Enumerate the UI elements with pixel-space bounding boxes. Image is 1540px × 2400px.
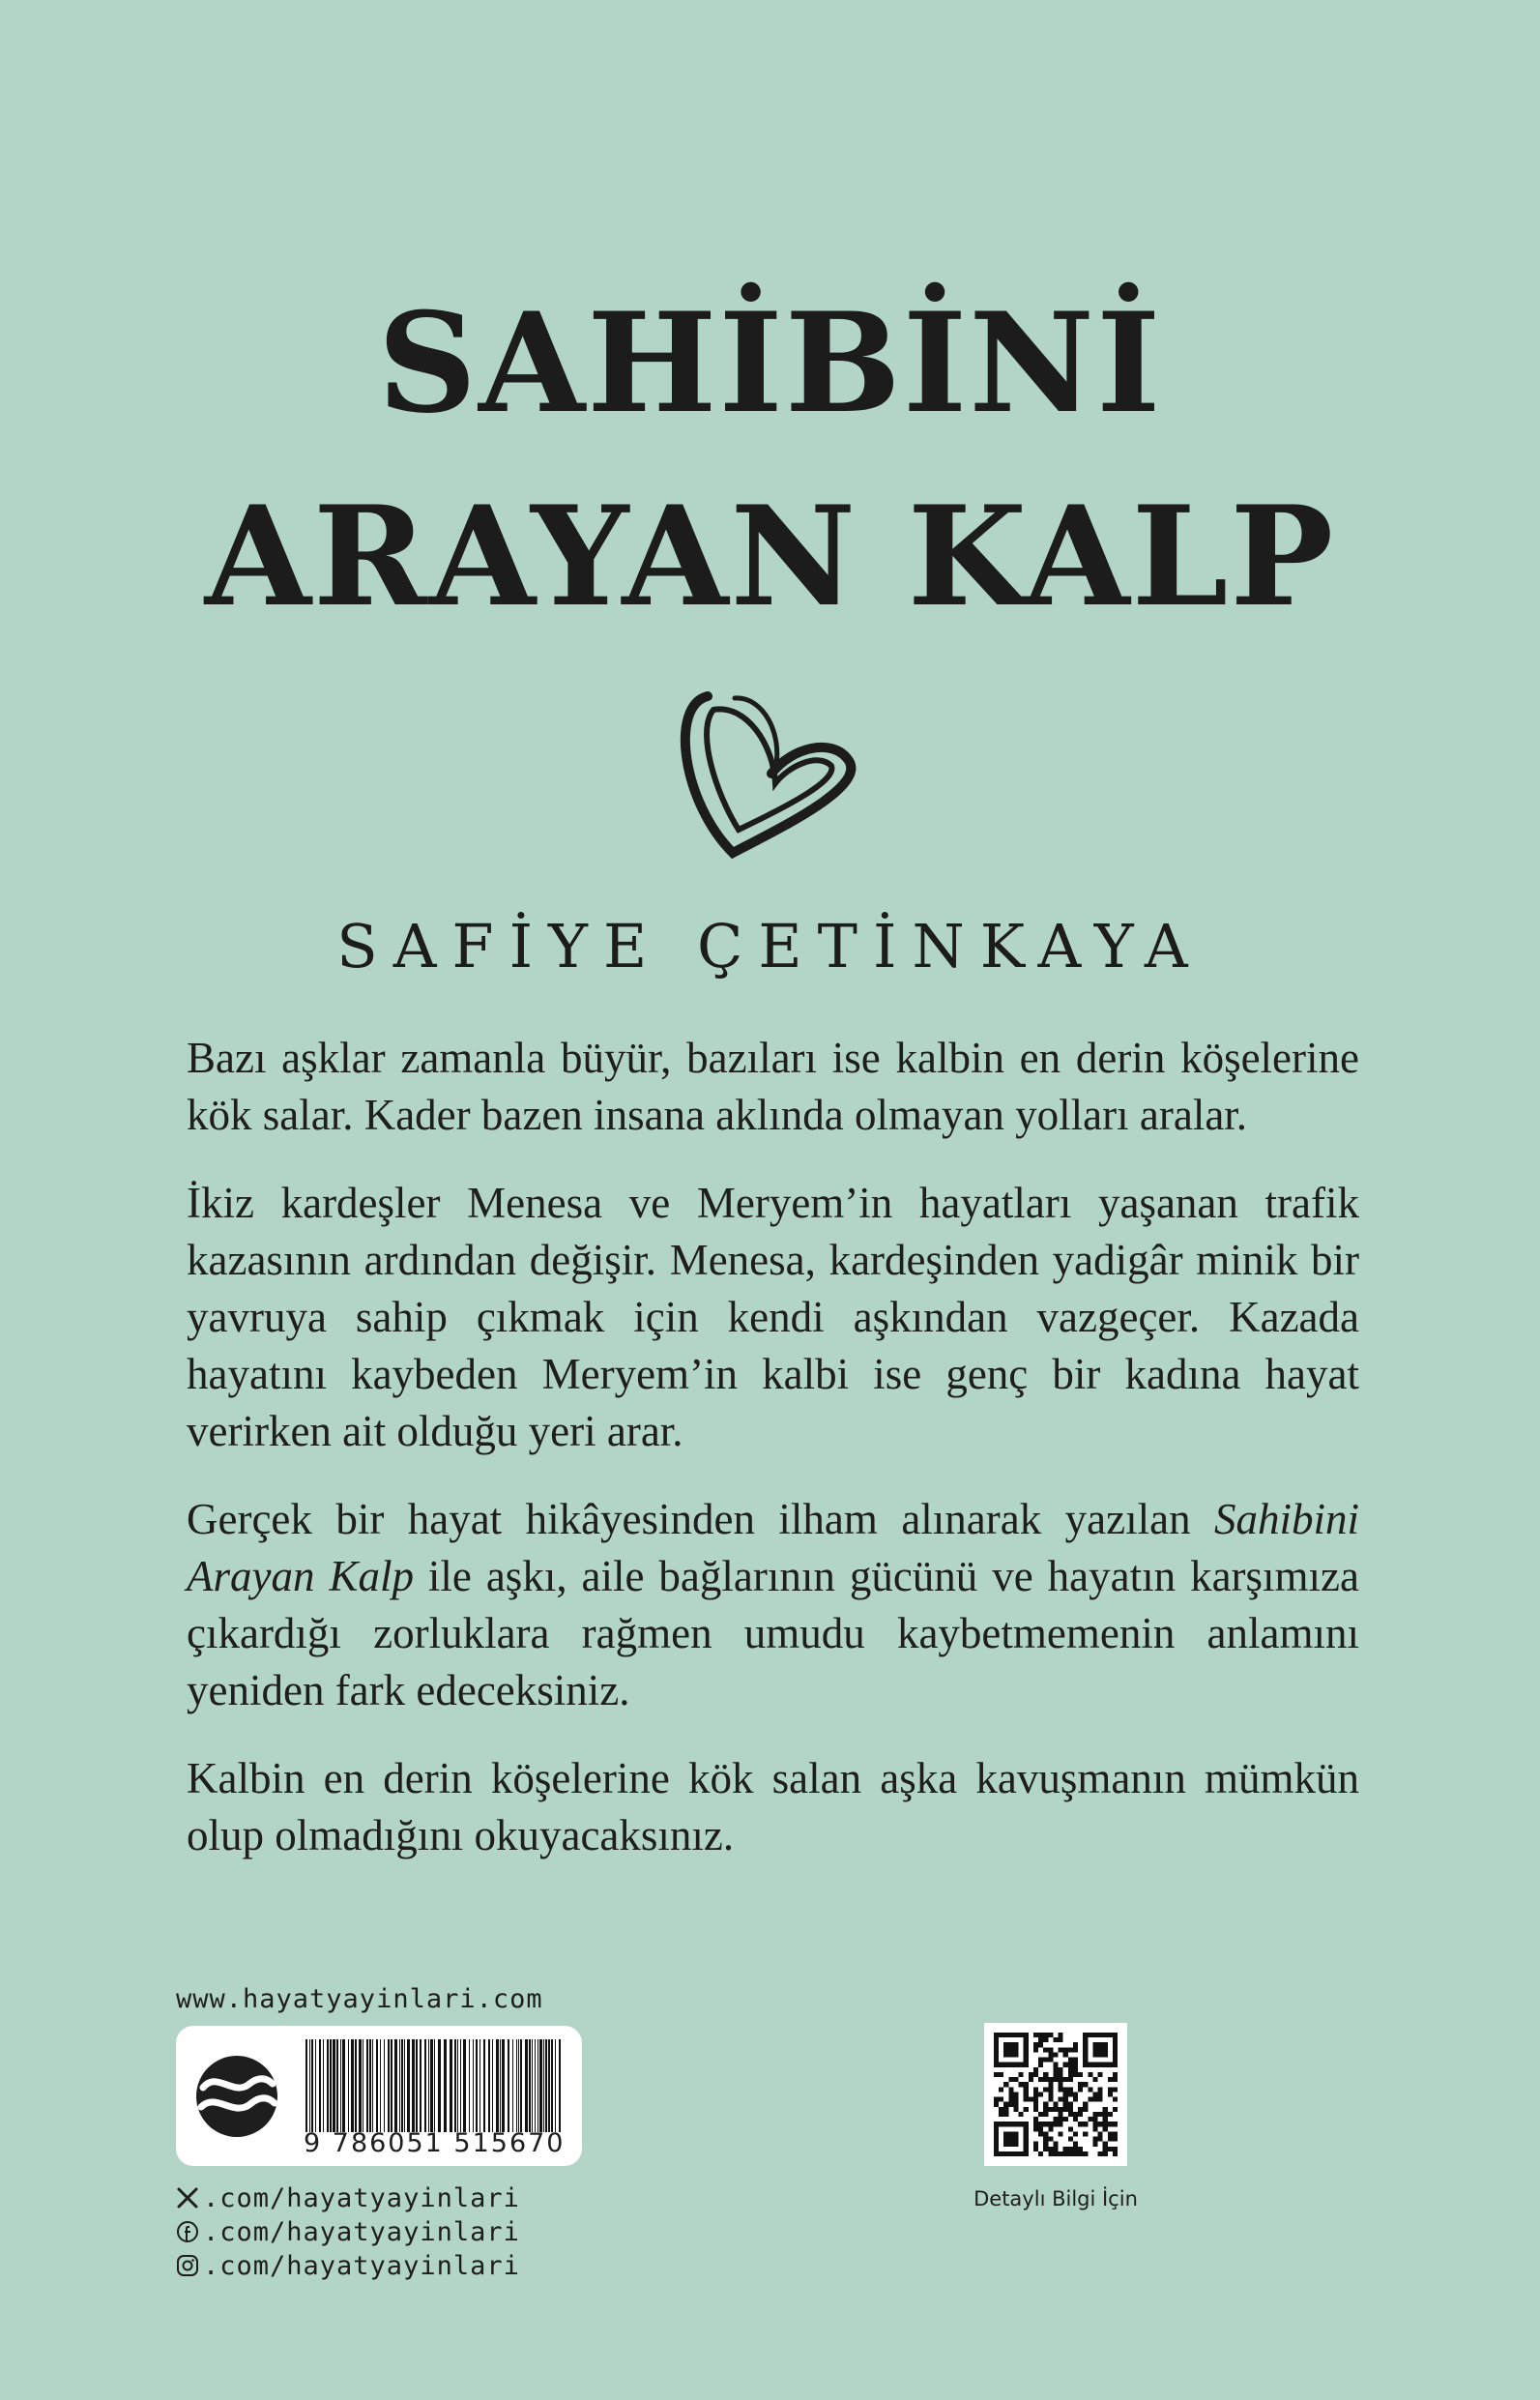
instagram-icon bbox=[176, 2254, 199, 2277]
blurb-p3-start: Gerçek bir hayat hikâyesinden ilham alınarak yazılan bbox=[187, 1495, 1191, 1543]
qr-caption: Detaylı Bilgi İçin bbox=[973, 2187, 1138, 2210]
blurb-paragraph-4: Kalbin en derin köşelerine kök salan aşka kavuşmanın mümkün olup olmadığını okuyacaksınız. bbox=[187, 1754, 1359, 1859]
book-title-line2: ARAYAN KALP bbox=[204, 477, 1336, 637]
heart-icon bbox=[677, 677, 870, 870]
social-facebook-link[interactable] bbox=[176, 2217, 520, 2246]
barcode-panel bbox=[176, 2026, 582, 2166]
isbn-number: 9 786051 515670 bbox=[304, 2128, 566, 2158]
book-title-line1: SAHİBİNİ bbox=[377, 283, 1163, 444]
qr-code-panel[interactable] bbox=[984, 2023, 1127, 2166]
social-x-text: .com/hayatyayinlari bbox=[203, 2182, 520, 2213]
social-facebook-text: .com/hayatyayinlari bbox=[203, 2216, 520, 2247]
qr-code bbox=[994, 2033, 1118, 2156]
publisher-logo-icon bbox=[195, 2055, 278, 2138]
blurb-p3-end: ile aşkı, aile bağlarının gücünü ve hayatın karşımıza çıkardığı zorluklara rağmen umudu kaybetmemenin anlamını yeniden fark edeceksiniz. bbox=[187, 1552, 1359, 1714]
author-name: SAFİYE ÇETİNKAYA bbox=[336, 911, 1204, 981]
book-title-italic: Sahibini Arayan Kalp bbox=[187, 1495, 1360, 1600]
social-instagram-link[interactable] bbox=[176, 2251, 520, 2280]
blurb-paragraph-3 bbox=[187, 1491, 1359, 1719]
publisher-website[interactable]: www.hayatyayinlari.com bbox=[176, 1984, 543, 2014]
blurb-paragraph-2: İkiz kardeşler Menesa ve Meryem’in hayatları yaşanan trafik kazasının ardından değişir. Menesa, kardeşinden yadigâr minik bir yavruya sahip çıkmak için kendi aşkından vazgeçer. Kazada hayatını kaybeden Meryem’in kalbi ise genç bir kadına hayat verirken ait olduğu yeri arar. bbox=[187, 1179, 1359, 1455]
social-x-link[interactable] bbox=[176, 2183, 520, 2212]
facebook-icon bbox=[176, 2220, 199, 2243]
blurb-text bbox=[187, 1030, 1359, 1895]
blurb-paragraph-1: Bazı aşklar zamanla büyür, bazıları ise kalbin en derin köşelerine kök salar. Kader bazen insana aklında olmayan yolları aralar. bbox=[187, 1034, 1359, 1139]
social-instagram-text: .com/hayatyayinlari bbox=[203, 2250, 520, 2281]
barcode bbox=[304, 2039, 565, 2132]
x-icon bbox=[176, 2186, 199, 2210]
